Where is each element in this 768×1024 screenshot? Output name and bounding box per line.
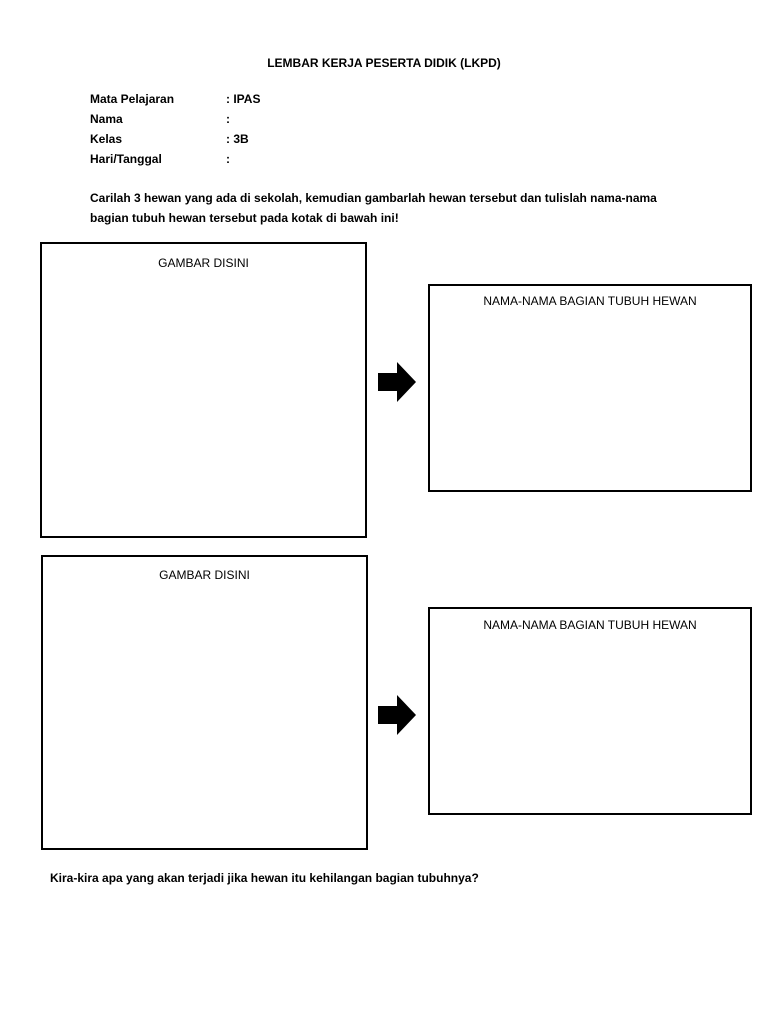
- info-row-class: [90, 129, 426, 149]
- picture-box-label: GAMBAR DISINI: [158, 256, 249, 270]
- picture-box-2[interactable]: [41, 555, 368, 850]
- info-label: Mata Pelajaran: [90, 92, 175, 106]
- body-parts-box-1[interactable]: [428, 284, 752, 492]
- body-parts-box-label: NAMA-NAMA BAGIAN TUBUH HEWAN: [483, 294, 697, 308]
- right-arrow-icon: [378, 362, 418, 402]
- instruction-line: bagian tubuh hewan tersebut pada kotak di bawah ini!: [90, 211, 399, 225]
- picture-box-1[interactable]: [40, 242, 367, 538]
- instruction-text: [90, 188, 690, 228]
- info-value: :: [226, 152, 230, 166]
- info-row-subject: [90, 89, 426, 109]
- worksheet-title: LEMBAR KERJA PESERTA DIDIK (LKPD): [267, 56, 501, 70]
- student-info: [90, 89, 426, 169]
- info-label: Nama: [90, 112, 123, 126]
- info-row-name: [90, 109, 426, 129]
- info-value: : IPAS: [226, 92, 261, 106]
- body-parts-box-label: NAMA-NAMA BAGIAN TUBUH HEWAN: [483, 618, 697, 632]
- info-label: Kelas: [90, 132, 123, 146]
- body-parts-box-2[interactable]: [428, 607, 752, 815]
- picture-box-label: GAMBAR DISINI: [159, 568, 250, 582]
- info-value: : 3B: [226, 132, 249, 146]
- instruction-line: Carilah 3 hewan yang ada di sekolah, kemudian gambarlah hewan tersebut dan tulislah nama-nama: [90, 191, 657, 205]
- question-text: Kira-kira apa yang akan terjadi jika hewan itu kehilangan bagian tubuhnya?: [50, 871, 479, 885]
- info-row-date: [90, 149, 426, 169]
- right-arrow-icon: [378, 695, 418, 735]
- info-label: Hari/Tanggal: [90, 152, 162, 166]
- info-value: :: [226, 112, 230, 126]
